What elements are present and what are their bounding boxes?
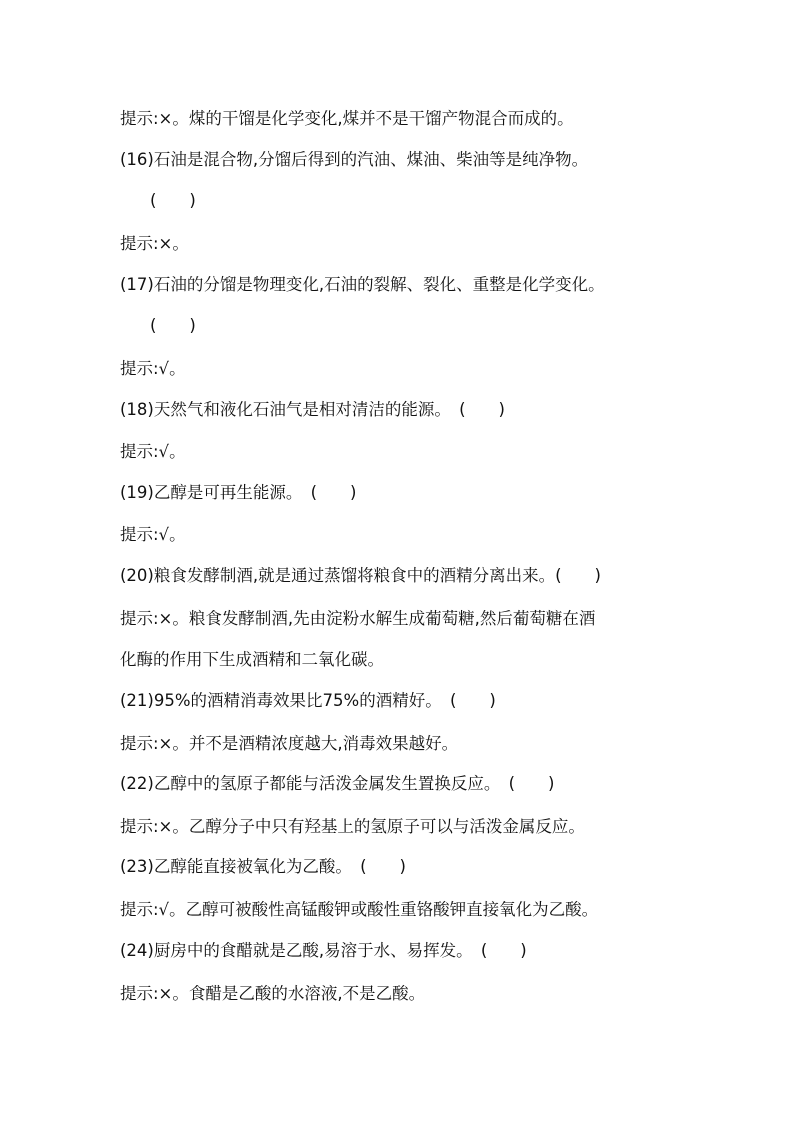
answer-blank-16: ( ): [150, 191, 196, 210]
answer-blank-17: ( ): [150, 316, 196, 335]
hint-line-18: 提示:√。: [120, 442, 186, 461]
hint-line-17: 提示:√。: [120, 359, 186, 378]
hint-line-21: 提示:×。并不是酒精浓度越大,消毒效果越好。: [120, 734, 459, 753]
hint-line-20a: 提示:×。粮食发酵制酒,先由淀粉水解生成葡萄糖,然后葡萄糖在酒: [120, 609, 596, 628]
hint-line-16: 提示:×。: [120, 234, 189, 253]
hint-line-19: 提示:√。: [120, 525, 186, 544]
question-24: (24)厨房中的食醋就是乙酸,易溶于水、易挥发。 ( ): [120, 941, 527, 960]
hint-line-20b: 化酶的作用下生成酒精和二氧化碳。: [120, 650, 384, 669]
question-19: (19)乙醇是可再生能源。 ( ): [120, 483, 357, 502]
hint-line-23: 提示:√。乙醇可被酸性高锰酸钾或酸性重铬酸钾直接氧化为乙酸。: [120, 900, 599, 919]
question-17: (17)石油的分馏是物理变化,石油的裂解、裂化、重整是化学变化。: [120, 275, 605, 294]
question-23: (23)乙醇能直接被氧化为乙酸。 ( ): [120, 857, 406, 876]
question-22: (22)乙醇中的氢原子都能与活泼金属发生置换反应。 ( ): [120, 774, 555, 793]
question-16: (16)石油是混合物,分馏后得到的汽油、煤油、柴油等是纯净物。: [120, 150, 589, 169]
question-18: (18)天然气和液化石油气是相对清洁的能源。 ( ): [120, 400, 505, 419]
hint-line-15: 提示:×。煤的干馏是化学变化,煤并不是干馏产物混合而成的。: [120, 109, 574, 128]
question-20: (20)粮食发酵制酒,就是通过蒸馏将粮食中的酒精分离出来。( ): [120, 566, 601, 585]
question-21: (21)95%的酒精消毒效果比75%的酒精好。 ( ): [120, 691, 496, 710]
hint-line-22: 提示:×。乙醇分子中只有羟基上的氢原子可以与活泼金属反应。: [120, 817, 585, 836]
hint-line-24: 提示:×。食醋是乙酸的水溶液,不是乙酸。: [120, 984, 426, 1003]
